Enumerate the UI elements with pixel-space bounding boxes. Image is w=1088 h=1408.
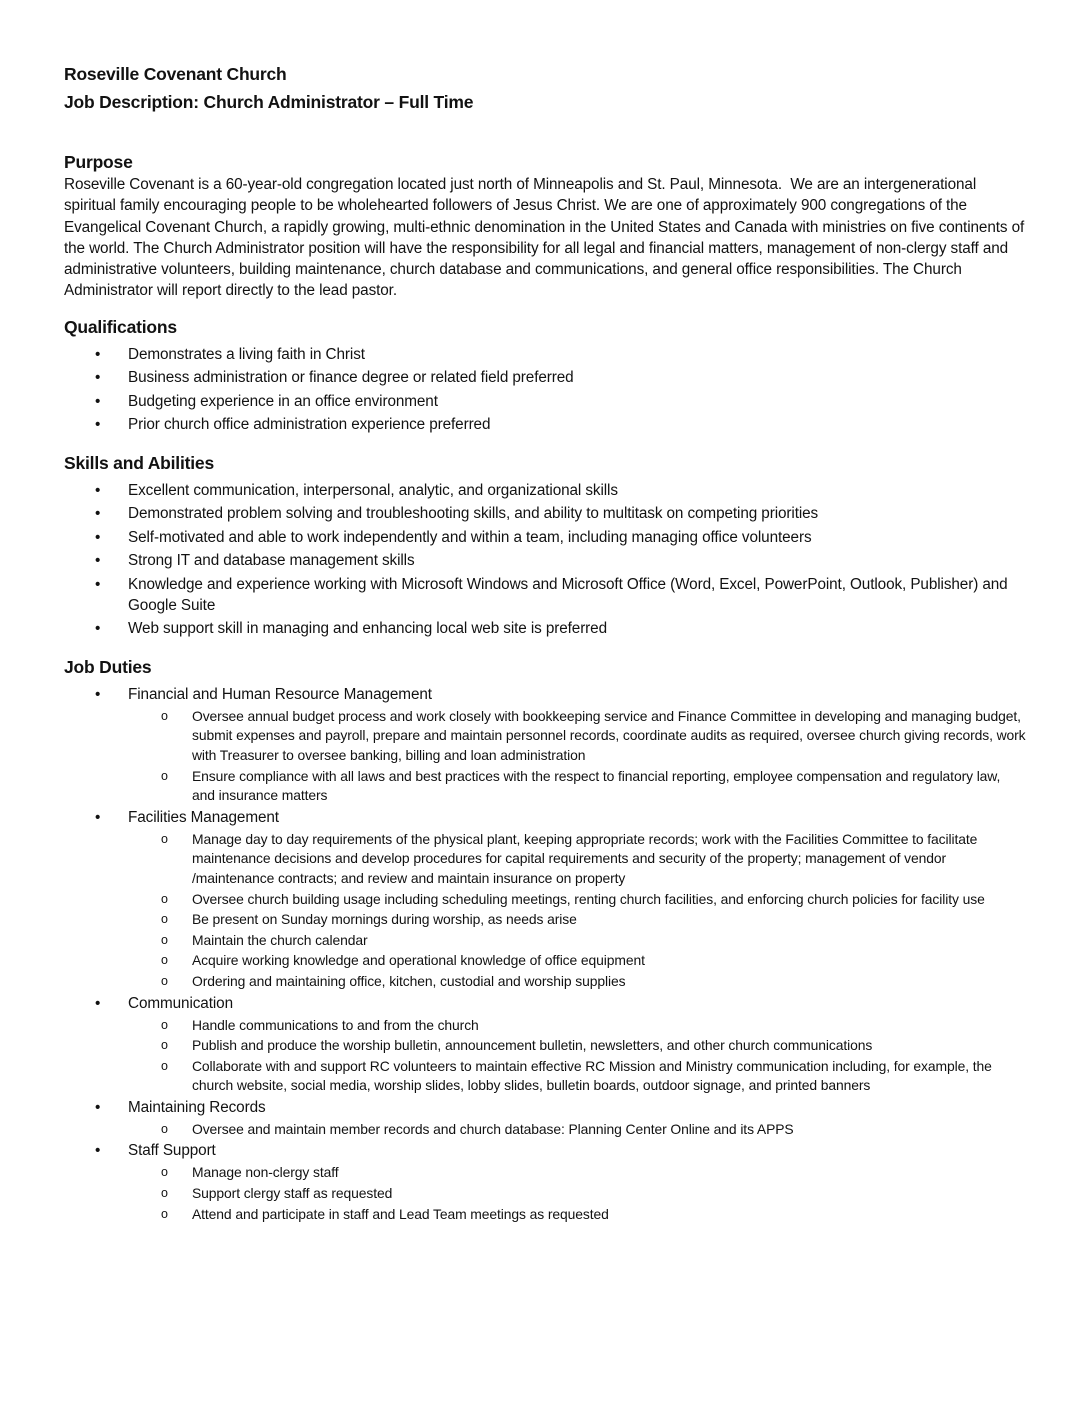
qualifications-heading: Qualifications	[64, 316, 177, 337]
duty-sublist	[128, 1163, 1026, 1224]
document-title: Roseville Covenant Church	[64, 64, 287, 84]
duty-category-label: Staff Support	[128, 1142, 216, 1160]
duty-item: o Publish and produce the worship bulletin, announcement bulletin, newsletters, and other church communications	[128, 1036, 1026, 1056]
purpose-paragraph: Roseville Covenant is a 60-year-old congregation located just north of Minneapolis and St. Paul, Minnesota. We are an intergenerational spiritual family encouraging people to be wholehearted followers of Jesus Christ. We are one of approximately 900 congregations of the Evangelical Covenant Church, a rapidly growing, multi-ethnic denomination in the United States and Canada with ministries on five continents of the world. The Church Administrator position will have the responsibility for all legal and financial matters, management of non-clergy staff and administrative volunteers, building maintenance, church database and communications, and general office responsibilities. The Church Administrator will report directly to the lead pastor.	[64, 176, 1025, 300]
duty-sublist	[128, 707, 1026, 806]
qualification-item: • Demonstrates a living faith in Christ	[64, 344, 1026, 365]
section-skills	[64, 451, 1026, 640]
duty-category-records	[64, 1097, 1026, 1140]
duty-item: o Oversee church building usage including scheduling meetings, renting church facilities, and enforcing church policies for facility use	[128, 890, 1026, 910]
skill-item: • Web support skill in managing and enhancing local web site is preferred	[64, 618, 1026, 639]
duty-item: o Support clergy staff as requested	[128, 1184, 1026, 1204]
skill-item: • Knowledge and experience working with Microsoft Windows and Microsoft Office (Word, Excel, PowerPoint, Outlook, Publisher) and Google Suite	[64, 574, 1026, 616]
duty-item: o Handle communications to and from the church	[128, 1016, 1026, 1036]
skill-item: • Self-motivated and able to work independently and within a team, including managing office volunteers	[64, 527, 1026, 548]
document-subtitle: Job Description: Church Administrator – Full Time	[64, 92, 474, 112]
purpose-heading: Purpose	[64, 152, 133, 172]
duty-category-financial	[64, 684, 1026, 806]
duty-sublist	[128, 830, 1026, 992]
qualifications-list	[64, 344, 1026, 436]
duty-item: o Ordering and maintaining office, kitchen, custodial and worship supplies	[128, 972, 1026, 992]
skill-item: • Strong IT and database management skills	[64, 550, 1026, 571]
document-header	[64, 60, 1026, 116]
duty-item: o Acquire working knowledge and operational knowledge of office equipment	[128, 951, 1026, 971]
duty-item: o Manage non-clergy staff	[128, 1163, 1026, 1183]
spacer	[64, 642, 1026, 655]
section-job-duties	[64, 655, 1026, 1224]
duty-category-label: Financial and Human Resource Management	[128, 685, 432, 703]
job-duties-list	[64, 684, 1026, 1224]
duty-category-label: Communication	[128, 994, 233, 1012]
duty-item: o Manage day to day requirements of the physical plant, keeping appropriate records; work with the Facilities Committee to facilitate maintenance decisions and develop procedures for capital requirements and security of the property; management of vendor /maintenance contracts; and review and maintain insurance on property	[128, 830, 1026, 889]
qualification-item: • Prior church office administration experience preferred	[64, 414, 1026, 435]
duty-sublist	[128, 1120, 1026, 1140]
duty-category-staff-support	[64, 1140, 1026, 1224]
section-purpose	[64, 150, 1026, 302]
duty-item: o Oversee and maintain member records and church database: Planning Center Online and its APPS	[128, 1120, 1026, 1140]
qualification-item: • Business administration or finance degree or related field preferred	[64, 367, 1026, 388]
job-duties-heading: Job Duties	[64, 656, 152, 677]
duty-category-label: Facilities Management	[128, 808, 279, 826]
duty-category-communication	[64, 993, 1026, 1096]
duty-item: o Oversee annual budget process and work closely with bookkeeping service and Finance Committee in developing and managing budget, submit expenses and payroll, prepare and maintain personnel records, coordinate audits as required, oversee church giving records, work with Treasurer to oversee banking, billing and loan administration	[128, 707, 1026, 766]
skill-item: • Excellent communication, interpersonal, analytic, and organizational skills	[64, 480, 1026, 501]
skills-list	[64, 480, 1026, 640]
duty-item: o Attend and participate in staff and Lead Team meetings as requested	[128, 1205, 1026, 1225]
duty-category-facilities	[64, 807, 1026, 992]
duty-item: o Be present on Sunday mornings during worship, as needs arise	[128, 910, 1026, 930]
qualification-item: • Budgeting experience in an office environment	[64, 391, 1026, 412]
spacer	[64, 116, 1026, 150]
skills-heading: Skills and Abilities	[64, 452, 214, 473]
spacer	[64, 438, 1026, 451]
duty-item: o Collaborate with and support RC volunteers to maintain effective RC Mission and Ministry communication including, for example, the church website, social media, worship slides, lobby slides, bulletin boards, outdoor signage, and printed banners	[128, 1057, 1026, 1096]
skill-item: • Demonstrated problem solving and troubleshooting skills, and ability to multitask on competing priorities	[64, 503, 1026, 524]
duty-sublist	[128, 1016, 1026, 1096]
duty-item: o Ensure compliance with all laws and best practices with the respect to financial reporting, employee compensation and regulatory law, and insurance matters	[128, 767, 1026, 806]
section-qualifications	[64, 315, 1026, 436]
duty-category-label: Maintaining Records	[128, 1098, 266, 1116]
duty-item: o Maintain the church calendar	[128, 931, 1026, 951]
spacer	[64, 302, 1026, 315]
